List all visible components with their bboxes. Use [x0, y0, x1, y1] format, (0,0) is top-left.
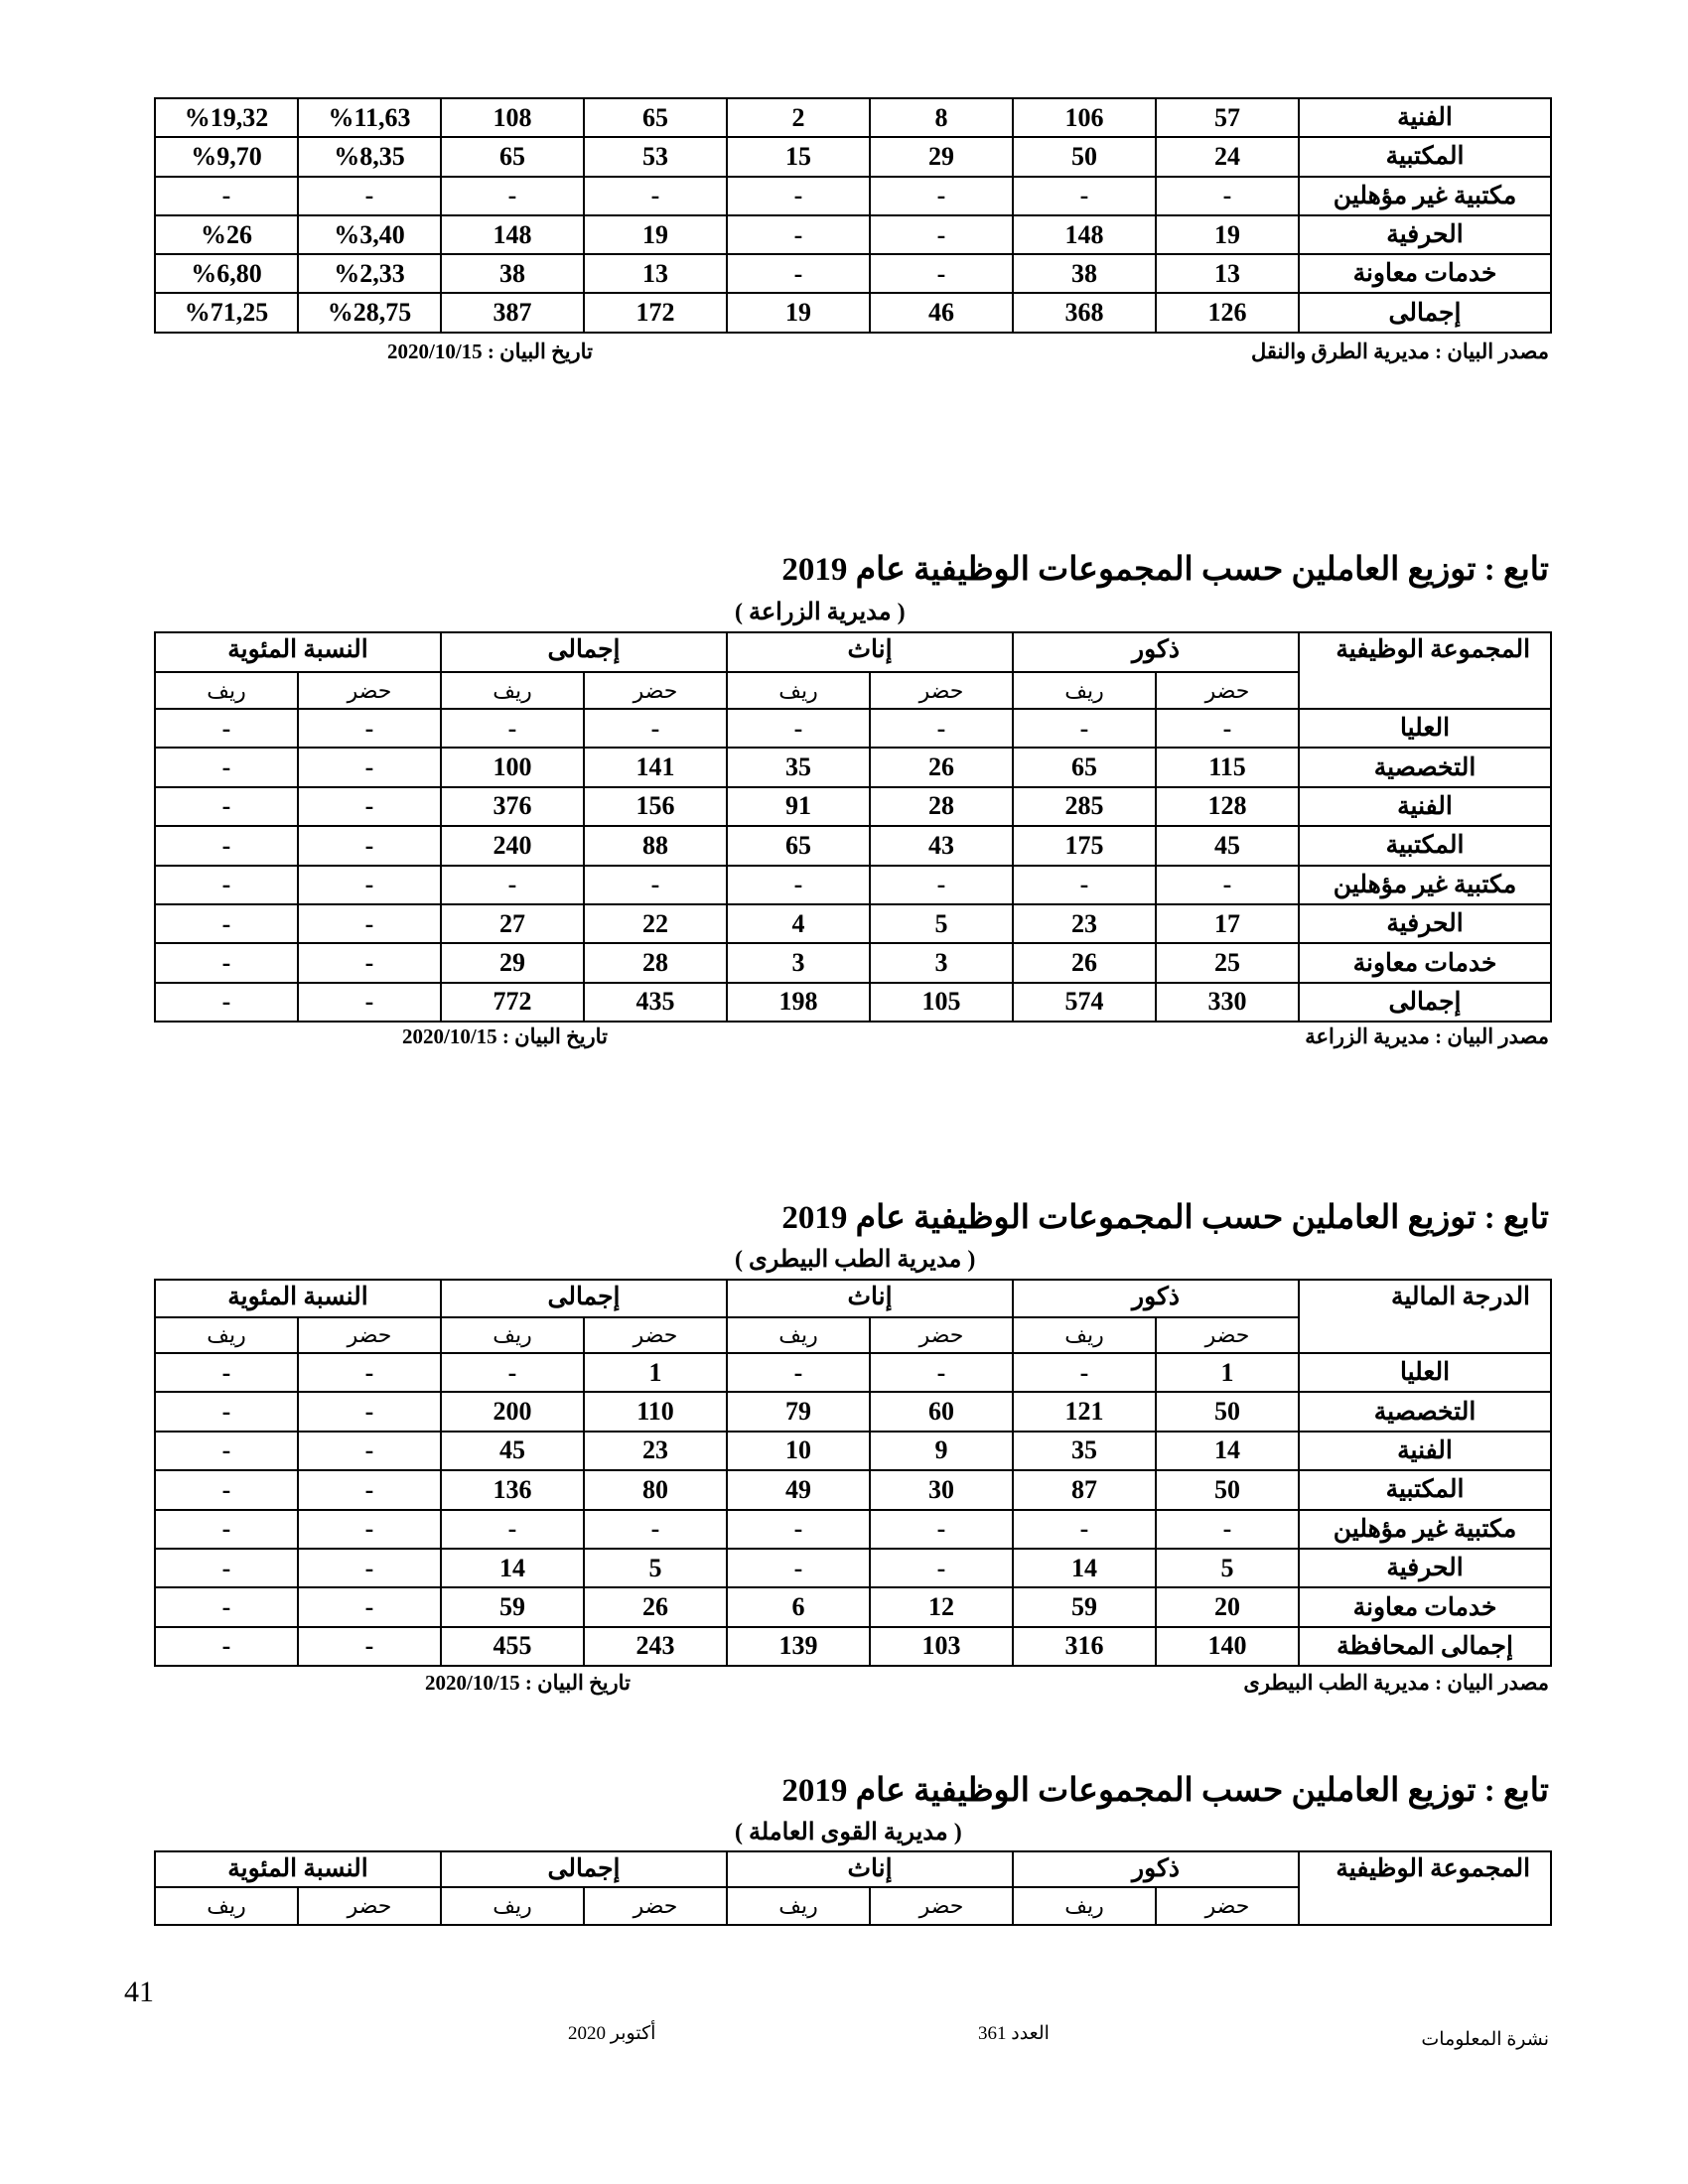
header-group: ذكور — [1013, 1851, 1299, 1887]
subheader-cell: حضر — [298, 672, 441, 709]
subheader-cell: ريف — [1013, 672, 1156, 709]
table-cell: 156 — [584, 787, 727, 826]
table-row — [155, 98, 1551, 137]
table-cell: 28 — [584, 943, 727, 982]
subheader-cell: حضر — [1156, 1887, 1299, 1925]
table-cell: 1 — [1156, 1353, 1299, 1392]
table-cell: 87 — [1013, 1470, 1156, 1509]
table-cell: 5 — [870, 904, 1013, 943]
table-cell: - — [727, 709, 870, 748]
subheader-cell: حضر — [1156, 1317, 1299, 1353]
table-cell: %9,70 — [155, 137, 298, 176]
table-cell: 59 — [441, 1587, 584, 1626]
table-cell: 43 — [870, 826, 1013, 865]
table-cell: 50 — [1156, 1470, 1299, 1509]
row-label: مكتبية غير مؤهلين — [1299, 177, 1551, 215]
table-cell: - — [155, 748, 298, 786]
subheader-cell: ريف — [727, 1317, 870, 1353]
table-cell: - — [1013, 866, 1156, 904]
table-cell: - — [1156, 1510, 1299, 1549]
header-group: النسبة المئوية — [155, 1280, 441, 1317]
table-cell: 8 — [870, 98, 1013, 137]
table-cell: %2,33 — [298, 254, 441, 293]
row-label: خدمات معاونة — [1299, 943, 1551, 982]
table-cell: %3,40 — [298, 215, 441, 254]
table-cell: - — [1013, 1510, 1156, 1549]
table-cell: - — [155, 1587, 298, 1626]
table-cell: - — [298, 748, 441, 786]
table-cell: - — [298, 1392, 441, 1431]
table-row — [155, 1549, 1551, 1587]
table-cell: 49 — [727, 1470, 870, 1509]
table-cell: - — [298, 1432, 441, 1470]
table-cell: %11,63 — [298, 98, 441, 137]
footer-publication: نشرة المعلومات — [1421, 2029, 1549, 2050]
table-cell: 4 — [727, 904, 870, 943]
table-cell: 6 — [727, 1587, 870, 1626]
table-cell: 22 — [584, 904, 727, 943]
section-subtitle: ( مديرية القوى العاملة ) — [735, 1820, 962, 1845]
table-cell: 121 — [1013, 1392, 1156, 1431]
subheader-cell: ريف — [155, 1887, 298, 1925]
row-label: الحرفية — [1299, 904, 1551, 943]
table-row — [155, 1510, 1551, 1549]
row-label: الفنية — [1299, 787, 1551, 826]
table-cell: 376 — [441, 787, 584, 826]
table-cell: - — [441, 177, 584, 215]
subheader-cell: حضر — [584, 1887, 727, 1925]
subheader-cell: ريف — [155, 672, 298, 709]
table-agriculture — [154, 631, 1552, 1023]
row-label: العليا — [1299, 709, 1551, 748]
table-veterinary — [154, 1279, 1552, 1667]
table-cell: 100 — [441, 748, 584, 786]
row-label: المكتبية — [1299, 826, 1551, 865]
subheader-cell: ريف — [1013, 1887, 1156, 1925]
header-first-column: الدرجة المالية — [1299, 1280, 1551, 1353]
table-cell: - — [298, 943, 441, 982]
table-cell: 574 — [1013, 983, 1156, 1022]
table-cell: - — [155, 1353, 298, 1392]
row-label: الحرفية — [1299, 1549, 1551, 1587]
row-label: الحرفية — [1299, 215, 1551, 254]
date-note: تاريخ البيان : 2020/10/15 — [402, 1024, 608, 1048]
table-cell: 13 — [584, 254, 727, 293]
table-cell: - — [155, 177, 298, 215]
table-cell: - — [298, 983, 441, 1022]
page-number: 41 — [124, 1976, 154, 2008]
header-row — [155, 1851, 1551, 1887]
table-cell: 15 — [727, 137, 870, 176]
subheader-cell: حضر — [1156, 672, 1299, 709]
table-cell: 65 — [727, 826, 870, 865]
subheader-cell: حضر — [298, 1317, 441, 1353]
subheader-cell: حضر — [298, 1887, 441, 1925]
table-cell: - — [870, 1549, 1013, 1587]
table-cell: 141 — [584, 748, 727, 786]
subheader-cell: حضر — [584, 672, 727, 709]
table-cell: - — [298, 826, 441, 865]
table-cell: - — [1156, 177, 1299, 215]
table-cell: - — [727, 215, 870, 254]
table-cell: 27 — [441, 904, 584, 943]
table-cell: 19 — [584, 215, 727, 254]
table-row — [155, 254, 1551, 293]
table-cell: 140 — [1156, 1627, 1299, 1666]
table-cell: 46 — [870, 293, 1013, 332]
table-cell: 26 — [1013, 943, 1156, 982]
table-cell: - — [441, 709, 584, 748]
table-cell: 285 — [1013, 787, 1156, 826]
table-cell: - — [441, 866, 584, 904]
date-note: تاريخ البيان : 2020/10/15 — [425, 1671, 631, 1695]
source-note: مصدر البيان : مديرية الزراعة — [1305, 1024, 1549, 1048]
table-cell: 240 — [441, 826, 584, 865]
header-group: ذكور — [1013, 632, 1299, 672]
table-cell: 80 — [584, 1470, 727, 1509]
table-cell: 3 — [870, 943, 1013, 982]
header-group: إناث — [727, 1280, 1013, 1317]
table-cell: 128 — [1156, 787, 1299, 826]
footer-issue: العدد 361 — [978, 2023, 1050, 2044]
table-cell: 28 — [870, 787, 1013, 826]
table-row — [155, 1470, 1551, 1509]
table-row — [155, 215, 1551, 254]
source-note: مصدر البيان : مديرية الطب البيطرى — [1243, 1671, 1549, 1695]
subheader-cell: ريف — [441, 1317, 584, 1353]
row-label: مكتبية غير مؤهلين — [1299, 866, 1551, 904]
table-row — [155, 983, 1551, 1022]
table-cell: - — [441, 1510, 584, 1549]
table-cell: - — [298, 709, 441, 748]
table-cell: %71,25 — [155, 293, 298, 332]
table-row — [155, 1587, 1551, 1626]
table-cell: 106 — [1013, 98, 1156, 137]
table-cell: 136 — [441, 1470, 584, 1509]
table-manpower — [154, 1850, 1552, 1926]
table-cell: 45 — [441, 1432, 584, 1470]
table-cell: - — [155, 943, 298, 982]
table-cell: 14 — [1013, 1549, 1156, 1587]
table-cell: - — [155, 1470, 298, 1509]
table-row — [155, 1353, 1551, 1392]
table-cell: 26 — [584, 1587, 727, 1626]
table-cell: 65 — [1013, 748, 1156, 786]
table-cell: - — [727, 1549, 870, 1587]
section-title: تابع : توزيع العاملين حسب المجموعات الوظيفية عام 2019 — [781, 1200, 1549, 1236]
subheader-cell: حضر — [870, 1887, 1013, 1925]
table-cell: 23 — [1013, 904, 1156, 943]
footer-date: أكتوبر 2020 — [568, 2023, 656, 2044]
section-subtitle: ( مديرية الطب البيطرى ) — [735, 1247, 976, 1273]
table-cell: - — [298, 1549, 441, 1587]
table-cell: 25 — [1156, 943, 1299, 982]
table-cell: 45 — [1156, 826, 1299, 865]
table-cell: - — [870, 866, 1013, 904]
table-cell: 13 — [1156, 254, 1299, 293]
table-row — [155, 709, 1551, 748]
table-cell: - — [1013, 709, 1156, 748]
table-row — [155, 866, 1551, 904]
table-cell: 59 — [1013, 1587, 1156, 1626]
table-cell: - — [441, 1353, 584, 1392]
table-row — [155, 1627, 1551, 1666]
table-cell: 26 — [870, 748, 1013, 786]
row-label: خدمات معاونة — [1299, 1587, 1551, 1626]
table-cell: - — [155, 1549, 298, 1587]
table-cell: 387 — [441, 293, 584, 332]
table-cell: 14 — [1156, 1432, 1299, 1470]
table-cell: - — [1013, 1353, 1156, 1392]
table-cell: 65 — [441, 137, 584, 176]
table-cell: - — [155, 787, 298, 826]
table-row — [155, 826, 1551, 865]
table-cell: 243 — [584, 1627, 727, 1666]
table-cell: 9 — [870, 1432, 1013, 1470]
table-row — [155, 177, 1551, 215]
table-cell: 19 — [727, 293, 870, 332]
table-cell: 105 — [870, 983, 1013, 1022]
subheader-cell: ريف — [727, 672, 870, 709]
header-group: النسبة المئوية — [155, 632, 441, 672]
row-label: إجمالى — [1299, 293, 1551, 332]
row-label: خدمات معاونة — [1299, 254, 1551, 293]
table-row — [155, 904, 1551, 943]
table-cell: %19,32 — [155, 98, 298, 137]
table-cell: 368 — [1013, 293, 1156, 332]
subheader-cell: ريف — [727, 1887, 870, 1925]
header-group: إجمالى — [441, 632, 727, 672]
row-label: المكتبية — [1299, 1470, 1551, 1509]
table-cell: 126 — [1156, 293, 1299, 332]
table-cell: - — [298, 904, 441, 943]
table-cell: 65 — [584, 98, 727, 137]
table-cell: - — [298, 1627, 441, 1666]
table-cell: 103 — [870, 1627, 1013, 1666]
table-cell: - — [1156, 866, 1299, 904]
table-cell: 19 — [1156, 215, 1299, 254]
table-cell: - — [870, 177, 1013, 215]
table-row — [155, 1392, 1551, 1431]
table-cell: 5 — [584, 1549, 727, 1587]
table-cell: - — [155, 866, 298, 904]
subheader-cell: ريف — [155, 1317, 298, 1353]
header-group: النسبة المئوية — [155, 1851, 441, 1887]
table-cell: 91 — [727, 787, 870, 826]
table-cell: 10 — [727, 1432, 870, 1470]
table-cell: 17 — [1156, 904, 1299, 943]
table-row — [155, 748, 1551, 786]
row-label: العليا — [1299, 1353, 1551, 1392]
table-cell: 30 — [870, 1470, 1013, 1509]
table-cell: - — [584, 177, 727, 215]
table-cell: - — [155, 983, 298, 1022]
table-cell: 50 — [1156, 1392, 1299, 1431]
table-cell: 455 — [441, 1627, 584, 1666]
row-label: التخصصية — [1299, 748, 1551, 786]
table-cell: 200 — [441, 1392, 584, 1431]
table-cell: - — [870, 1353, 1013, 1392]
table-row — [155, 787, 1551, 826]
date-note: تاريخ البيان : 2020/10/15 — [387, 340, 593, 363]
table-cell: 5 — [1156, 1549, 1299, 1587]
table-cell: 38 — [1013, 254, 1156, 293]
table-cell: 79 — [727, 1392, 870, 1431]
table-cell: 198 — [727, 983, 870, 1022]
table-cell: 148 — [441, 215, 584, 254]
table-cell: - — [727, 866, 870, 904]
row-label: الفنية — [1299, 1432, 1551, 1470]
table-cell: - — [298, 1353, 441, 1392]
subheader-cell: ريف — [1013, 1317, 1156, 1353]
table-cell: 148 — [1013, 215, 1156, 254]
table-cell: - — [870, 215, 1013, 254]
table-cell: - — [1156, 709, 1299, 748]
header-group: إجمالى — [441, 1280, 727, 1317]
table-cell: - — [870, 709, 1013, 748]
table-cell: %28,75 — [298, 293, 441, 332]
subheader-cell: حضر — [584, 1317, 727, 1353]
table-cell: 35 — [727, 748, 870, 786]
table-cell: - — [584, 866, 727, 904]
table-cell: - — [727, 1353, 870, 1392]
table-cell: 175 — [1013, 826, 1156, 865]
table-cell: - — [870, 1510, 1013, 1549]
table-cell: - — [298, 1510, 441, 1549]
table-cell: 29 — [441, 943, 584, 982]
table-cell: 115 — [1156, 748, 1299, 786]
table-roads-transport — [154, 97, 1552, 334]
table-cell: 29 — [870, 137, 1013, 176]
subheader-cell: حضر — [870, 672, 1013, 709]
row-label: إجمالى — [1299, 983, 1551, 1022]
header-group: إجمالى — [441, 1851, 727, 1887]
table-cell: - — [155, 1392, 298, 1431]
table-cell: 24 — [1156, 137, 1299, 176]
table-cell: 1 — [584, 1353, 727, 1392]
table-cell: - — [155, 1510, 298, 1549]
table-cell: - — [1013, 177, 1156, 215]
table-cell: - — [298, 866, 441, 904]
table-cell: - — [155, 709, 298, 748]
subheader-cell: ريف — [441, 1887, 584, 1925]
table-cell: 88 — [584, 826, 727, 865]
header-first-column: المجموعة الوظيفية — [1299, 632, 1551, 709]
table-cell: %6,80 — [155, 254, 298, 293]
header-group: ذكور — [1013, 1280, 1299, 1317]
table-cell: 330 — [1156, 983, 1299, 1022]
table-cell: 23 — [584, 1432, 727, 1470]
table-row — [155, 1432, 1551, 1470]
table-row — [155, 293, 1551, 332]
table-cell: - — [870, 254, 1013, 293]
table-cell: 2 — [727, 98, 870, 137]
table-cell: 57 — [1156, 98, 1299, 137]
table-cell: 60 — [870, 1392, 1013, 1431]
table-cell: - — [584, 709, 727, 748]
table-cell: 172 — [584, 293, 727, 332]
table-cell: - — [727, 254, 870, 293]
header-first-column: المجموعة الوظيفية — [1299, 1851, 1551, 1925]
table-cell: 772 — [441, 983, 584, 1022]
table-cell: - — [155, 1432, 298, 1470]
row-label: الفنية — [1299, 98, 1551, 137]
section-title: تابع : توزيع العاملين حسب المجموعات الوظيفية عام 2019 — [781, 552, 1549, 588]
section-title: تابع : توزيع العاملين حسب المجموعات الوظيفية عام 2019 — [781, 1773, 1549, 1809]
table-cell: 14 — [441, 1549, 584, 1587]
table-cell: 139 — [727, 1627, 870, 1666]
table-cell: %8,35 — [298, 137, 441, 176]
table-cell: 50 — [1013, 137, 1156, 176]
table-cell: - — [298, 1470, 441, 1509]
table-cell: %26 — [155, 215, 298, 254]
table-cell: - — [155, 904, 298, 943]
header-row — [155, 1280, 1551, 1317]
table-cell: 110 — [584, 1392, 727, 1431]
table-cell: 108 — [441, 98, 584, 137]
table-cell: - — [155, 1627, 298, 1666]
table-cell: 3 — [727, 943, 870, 982]
table-cell: - — [298, 1587, 441, 1626]
row-label: التخصصية — [1299, 1392, 1551, 1431]
subheader-cell: حضر — [870, 1317, 1013, 1353]
table-cell: - — [298, 177, 441, 215]
table-cell: - — [727, 177, 870, 215]
table-cell: 35 — [1013, 1432, 1156, 1470]
table-row — [155, 137, 1551, 176]
header-group: إناث — [727, 632, 1013, 672]
table-cell: 38 — [441, 254, 584, 293]
table-cell: - — [298, 787, 441, 826]
source-note: مصدر البيان : مديرية الطرق والنقل — [1251, 340, 1549, 363]
table-cell: 316 — [1013, 1627, 1156, 1666]
table-cell: - — [727, 1510, 870, 1549]
table-row — [155, 943, 1551, 982]
table-cell: 20 — [1156, 1587, 1299, 1626]
table-cell: 53 — [584, 137, 727, 176]
table-cell: 12 — [870, 1587, 1013, 1626]
section-subtitle: ( مديرية الزراعة ) — [735, 600, 906, 625]
row-label: المكتبية — [1299, 137, 1551, 176]
subheader-cell: ريف — [441, 672, 584, 709]
table-cell: - — [155, 826, 298, 865]
row-label: إجمالى المحافظة — [1299, 1627, 1551, 1666]
table-cell: 435 — [584, 983, 727, 1022]
header-row — [155, 632, 1551, 672]
row-label: مكتبية غير مؤهلين — [1299, 1510, 1551, 1549]
header-group: إناث — [727, 1851, 1013, 1887]
table-cell: - — [584, 1510, 727, 1549]
